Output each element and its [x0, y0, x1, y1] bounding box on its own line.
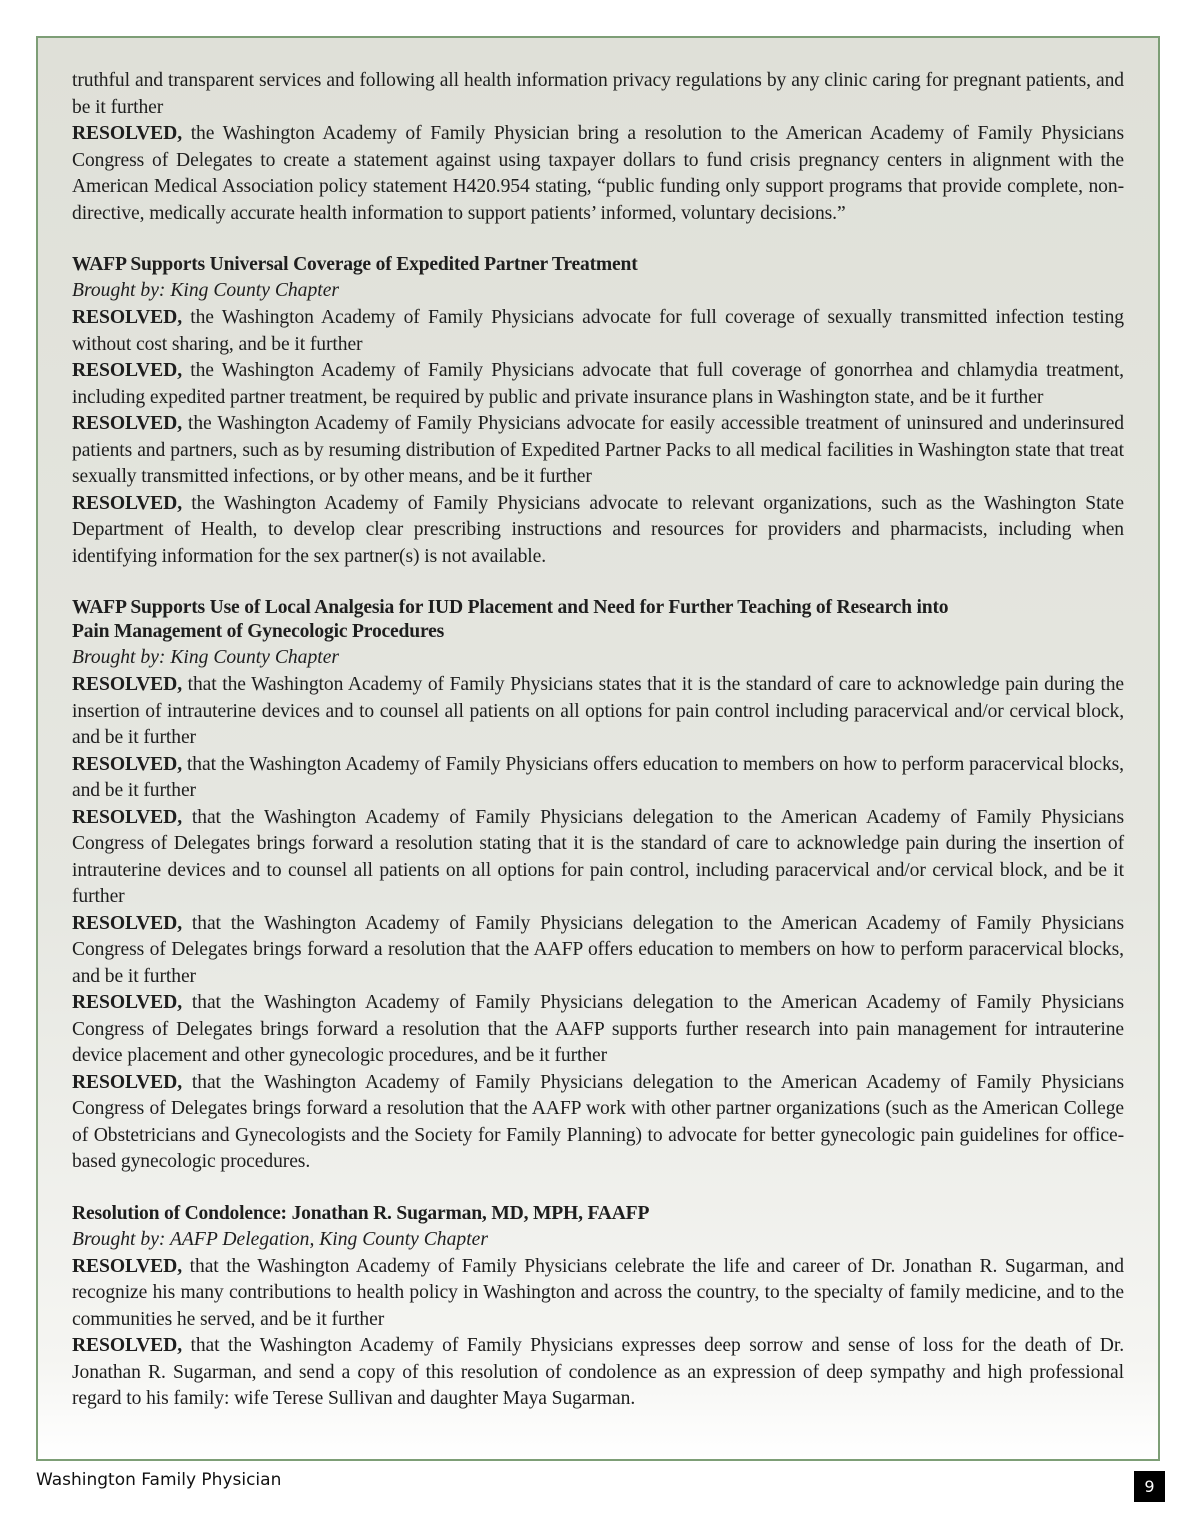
resolved-label: RESOLVED,: [72, 360, 182, 381]
section-title: WAFP Supports Universal Coverage of Expedited Partner Treatment: [72, 254, 638, 275]
resolved-label: RESOLVED,: [72, 123, 182, 144]
resolved-label: RESOLVED,: [72, 413, 182, 434]
resolved-text: that the Washington Academy of Family Physicians delegation to the American Academy of Family Physicians Congress of Delegates brings forward a resolution that the AAFP work with other partner organizations (such as the American College of Obstetricians and Gynecologists and the Society for Family Planning) to advocate for better gynecologic pain guidelines for office-based gynecologic procedures.: [72, 1071, 1124, 1172]
resolved-text: that the Washington Academy of Family Physicians delegation to the American Academy of Family Physicians Congress of Delegates brings forward a resolution stating that it is the standard of care to acknowledge pain during the insertion of intrauterine devices and to counsel all patients on all options for pain control, including paracervical and/or cervical block, and be it further: [72, 806, 1124, 907]
resolved-label: RESOLVED,: [72, 912, 182, 934]
brought-by: Brought by: AAFP Delegation, King County Chapter: [72, 1228, 488, 1250]
resolved-paragraph: [72, 305, 1124, 358]
resolved-text: the Washington Academy of Family Physician bring a resolution to the American Academy of Family Physicians Congress of Delegates to create a statement against using taxpayer dollars to fund crisis pregnancy centers in alignment with the American Medical Association policy statement H420.954 stating, “public funding only support programs that provide complete, non-directive, medically accurate health information to support patients’ informed, voluntary decisions.”: [72, 123, 1124, 224]
resolved-paragraph: [72, 358, 1124, 411]
resolved-label: RESOLVED,: [72, 674, 182, 695]
resolved-label: RESOLVED,: [72, 1255, 182, 1277]
resolved-paragraph: [72, 1254, 1124, 1334]
resolved-paragraph: [72, 911, 1124, 991]
resolved-text: the Washington Academy of Family Physicians advocate for full coverage of sexually transmitted infection testing without cost sharing, and be it further: [72, 307, 1124, 355]
resolved-text: that the Washington Academy of Family Physicians delegation to the American Academy of Family Physicians Congress of Delegates brings forward a resolution that the AAFP offers education to members on how to perform paracervical blocks, and be it further: [72, 912, 1124, 987]
content-panel: [36, 36, 1160, 1461]
resolved-label: RESOLVED,: [72, 992, 182, 1013]
resolved-paragraph: [72, 411, 1124, 491]
resolved-paragraph: [72, 491, 1124, 571]
resolved-label: RESOLVED,: [72, 492, 182, 514]
resolved-text: that the Washington Academy of Family Physicians delegation to the American Academy of Family Physicians Congress of Delegates brings forward a resolution that the AAFP supports further research into pain management for intrauterine device placement and other gynecologic procedures, and be it further: [72, 992, 1124, 1066]
section-expedited-partner-treatment: [72, 253, 1124, 570]
section-iud-analgesia: [72, 596, 1124, 1176]
resolved-label: RESOLVED,: [72, 1335, 182, 1356]
section-title-line-2: Pain Management of Gynecologic Procedures: [72, 621, 445, 642]
section-title: WAFP Supports Use of Local Analgesia for IUD Placement and Need for Further Teaching of Research into: [72, 597, 949, 618]
page-number: 9: [1134, 1471, 1165, 1502]
resolved-text: the Washington Academy of Family Physicians advocate to relevant organizations, such as the Washington State Department of Health, to develop clear prescribing instructions and resources for providers and pharmacists, including when identifying information for the sex partner(s) is not available.: [72, 492, 1124, 567]
resolved-text: the Washington Academy of Family Physicians advocate for easily accessible treatment of uninsured and underinsured patients and partners, such as by resuming distribution of Expedited Partner Packs to all medical facilities in Washington state that treat sexually transmitted infections, or by other means, and be it further: [72, 413, 1124, 487]
resolved-text: that the Washington Academy of Family Physicians expresses deep sorrow and sense of loss for the death of Dr. Jonathan R. Sugarman, and send a copy of this resolution of condolence as an expression of deep sympathy and high professional regard to his family: wife Terese Sullivan and daughter Maya Sugarman.: [72, 1335, 1124, 1409]
resolved-text: that the Washington Academy of Family Physicians offers education to members on how to perform paracervical blocks, and be it further: [72, 753, 1124, 801]
resolved-label: RESOLVED,: [72, 806, 182, 828]
resolved-text: that the Washington Academy of Family Physicians celebrate the life and career of Dr. Jonathan R. Sugarman, and recognize his many contributions to health policy in Washington and across the country, to the specialty of family medicine, and to the communities he served, and be it further: [72, 1255, 1124, 1330]
resolved-paragraph: [72, 121, 1124, 227]
resolved-label: RESOLVED,: [72, 307, 182, 328]
brought-by: Brought by: King County Chapter: [72, 647, 340, 668]
resolved-text: that the Washington Academy of Family Physicians states that it is the standard of care to acknowledge pain during the insertion of intrauterine devices and to counsel all patients on all options for pain control including paracervical and/or cervical block, and be it further: [72, 674, 1124, 748]
section-title: Resolution of Condolence: Jonathan R. Sugarman, MD, MPH, FAAFP: [72, 1202, 650, 1224]
resolved-paragraph: [72, 672, 1124, 752]
resolved-paragraph: [72, 1070, 1124, 1176]
resolved-paragraph: [72, 990, 1124, 1070]
resolved-text: the Washington Academy of Family Physicians advocate that full coverage of gonorrhea and chlamydia treatment, including expedited partner treatment, be required by public and private insurance plans in Washington state, and be it further: [72, 360, 1124, 408]
brought-by: Brought by: King County Chapter: [72, 280, 340, 301]
resolved-paragraph: [72, 1333, 1124, 1413]
resolved-paragraph: [72, 752, 1124, 805]
resolved-label: RESOLVED,: [72, 753, 182, 775]
section-condolence: [72, 1202, 1124, 1413]
publication-title: Washington Family Physician: [36, 1470, 282, 1490]
continuation-paragraph: truthful and transparent services and following all health information privacy regulations by any clinic caring for pregnant patients, and be it further: [72, 70, 1124, 118]
resolved-paragraph: [72, 805, 1124, 911]
resolved-label: RESOLVED,: [72, 1071, 182, 1093]
